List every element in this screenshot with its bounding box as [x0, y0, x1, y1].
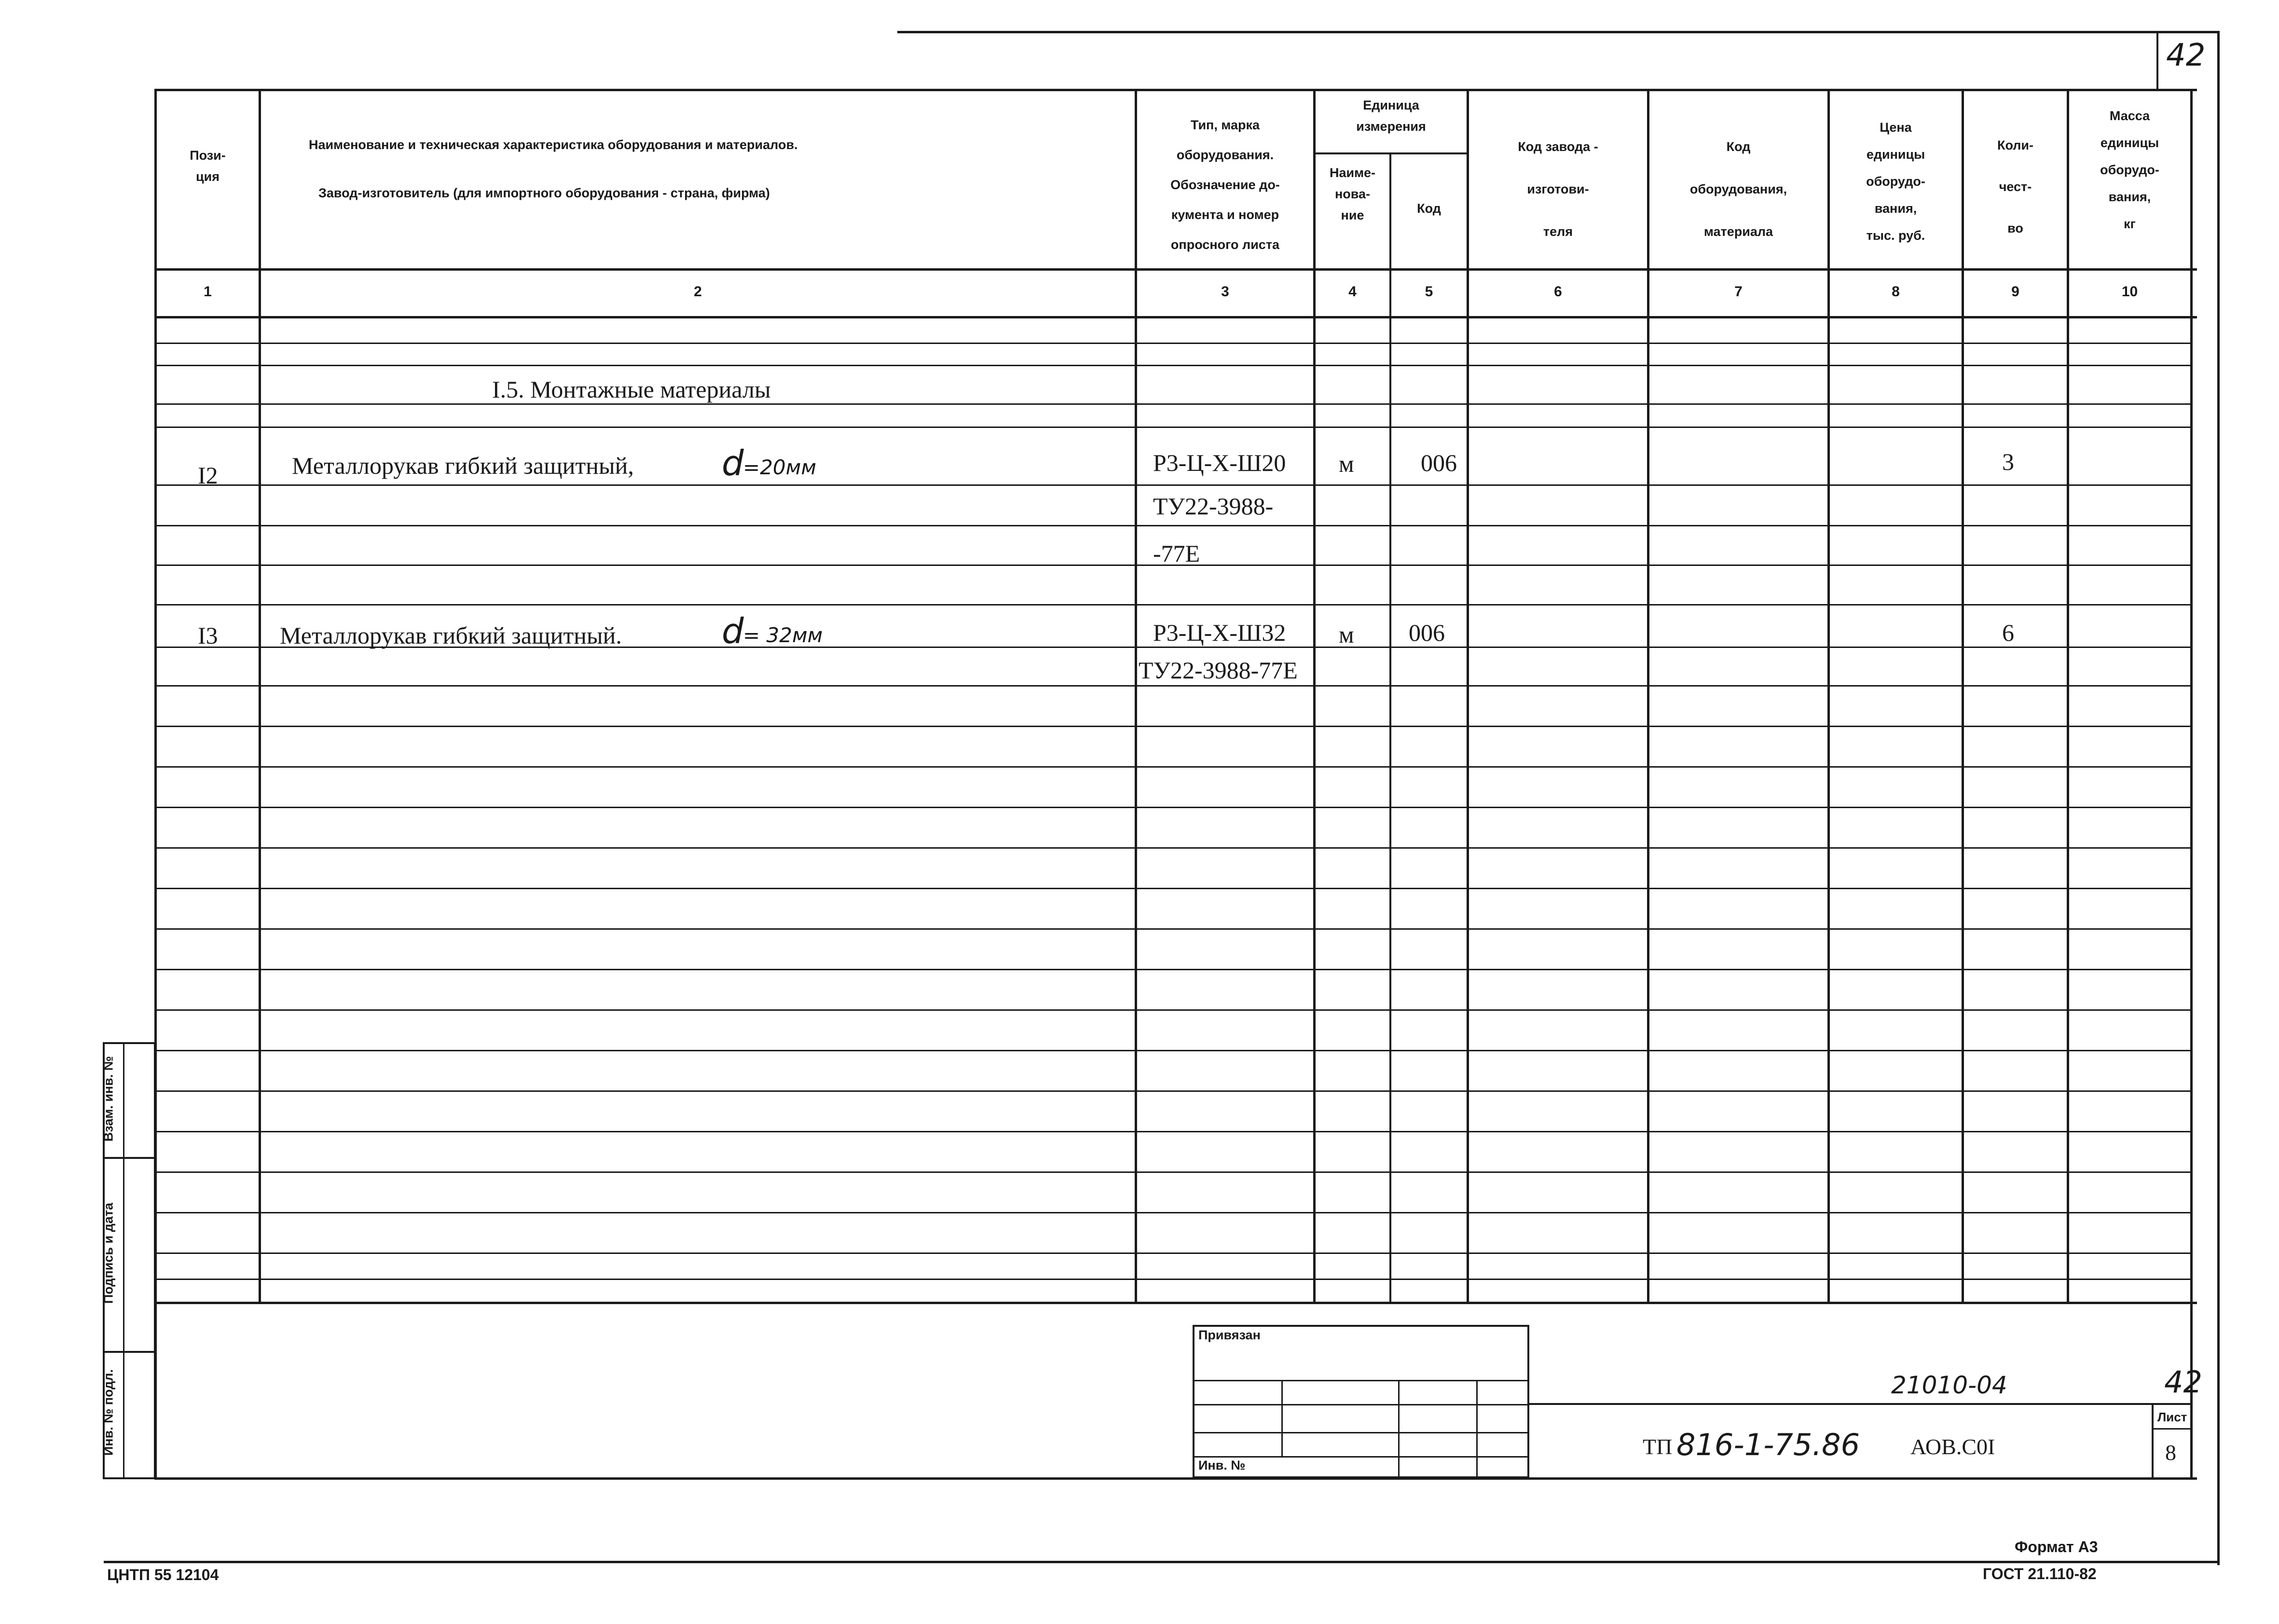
header-unit-group: Единица измерения — [1356, 98, 1426, 134]
row-unit: м — [1339, 621, 1354, 648]
col-line-7 — [1827, 89, 1830, 1304]
table-row-rule — [157, 1279, 2190, 1280]
row-quantity: 3 — [2002, 448, 2014, 475]
table-row-rule — [157, 1090, 2190, 1092]
col-line-8 — [1962, 89, 1964, 1304]
stamp-privyazan-label: Привязан — [1198, 1328, 1261, 1342]
stamp-inv-label: Инв. № — [1198, 1458, 1246, 1473]
table-top-line — [154, 89, 2197, 91]
stamp-sheet-label: Лист — [2157, 1410, 2187, 1424]
stamp-line — [1193, 1456, 1529, 1458]
row-unit-code: 006 — [1421, 449, 1457, 476]
row-d-value: =20мм — [743, 455, 817, 479]
table-row-rule — [157, 525, 2190, 526]
column-number: 4 — [1348, 284, 1357, 300]
table-row-rule — [157, 1212, 2190, 1213]
stamp-vline — [1476, 1380, 1478, 1478]
header-name-line2: Завод-изготовитель (для импортного оборудования - страна, фирма) — [318, 186, 770, 200]
side-box-inner — [123, 1042, 124, 1479]
column-number: 3 — [1221, 284, 1229, 300]
table-row-rule — [157, 343, 2190, 344]
stamp-sheet-box-left — [2152, 1404, 2154, 1477]
table-row-rule — [157, 766, 2190, 768]
footer-left-code: ЦНТП 55 12104 — [107, 1566, 219, 1583]
header-factory-code: Код завода - изготови- теля — [1518, 139, 1598, 239]
column-number: 5 — [1425, 284, 1433, 300]
table-row-rule — [157, 1171, 2190, 1173]
col-line-2 — [1135, 89, 1137, 1304]
row-d-symbol: d — [722, 611, 744, 651]
footer-format: Формат А3 — [2015, 1538, 2098, 1555]
page-box-left — [2156, 31, 2158, 89]
column-number: 7 — [1734, 284, 1743, 300]
side-label-inv: Инв. № подл. — [101, 1369, 116, 1456]
table-row-rule — [157, 1009, 2190, 1011]
column-number: 1 — [204, 284, 212, 300]
row-type-line: -77Е — [1153, 540, 1200, 567]
table-row-rule — [157, 847, 2190, 849]
stamp-sheet-total: 42 — [2164, 1364, 2202, 1400]
column-number: 10 — [2121, 284, 2138, 300]
table-row-rule — [157, 928, 2190, 930]
table-row-rule — [157, 427, 2190, 428]
row-name: Металлорукав гибкий защитный. — [280, 622, 622, 649]
table-row-rule — [157, 888, 2190, 889]
row-position: I3 — [198, 622, 218, 649]
header-unit-name: Наиме- нова- ние — [1329, 165, 1376, 222]
stamp-sheet-divider — [2152, 1428, 2190, 1430]
stamp-line — [1193, 1404, 1529, 1405]
col-line-5 — [1467, 89, 1469, 1304]
row-unit-code: 006 — [1409, 619, 1445, 646]
row-d-value: = 32мм — [743, 623, 823, 647]
stamp-vline — [1281, 1380, 1283, 1456]
header-mass: Масса единицы оборудо- вания, кг — [2100, 109, 2159, 231]
column-number: 6 — [1554, 284, 1562, 300]
table-row-rule — [157, 604, 2190, 606]
stamp-line — [1193, 1432, 1529, 1433]
row-unit: м — [1339, 450, 1354, 477]
header-unit-code: Код — [1417, 201, 1441, 216]
footer-gost: ГОСТ 21.110-82 — [1983, 1565, 2097, 1583]
table-row-rule — [157, 685, 2190, 687]
table-row-rule — [157, 726, 2190, 727]
stamp-doc-number: 21010-04 — [1891, 1371, 2007, 1399]
column-number: 2 — [694, 284, 702, 300]
row-position: I2 — [198, 462, 218, 489]
header-position: Пози- ция — [190, 148, 226, 184]
header-type: Тип, марка оборудования. Обозначение до- кумента и номер опросного листа — [1170, 118, 1280, 252]
table-row-rule — [157, 484, 2190, 486]
header-equipment-code: Код оборудования, материала — [1689, 139, 1787, 239]
column-number: 8 — [1892, 284, 1900, 300]
table-row-rule — [157, 1131, 2190, 1132]
table-row-rule — [157, 1050, 2190, 1051]
side-label-podpis: Подпись и дата — [101, 1202, 116, 1304]
stamp-vline — [1398, 1380, 1400, 1478]
table-numrow-bottom — [154, 316, 2197, 318]
stamp-privyazan-box — [1193, 1325, 1529, 1478]
frame-top-line — [897, 31, 2219, 33]
stamp-title-divider — [1529, 1403, 2190, 1405]
row-name: Металлорукав гибкий защитный, — [292, 452, 634, 479]
col-line-6 — [1647, 89, 1649, 1304]
side-label-vzam: Взам. инв. № — [101, 1056, 116, 1142]
row-type-line: Р3-Ц-Х-Ш32 — [1153, 619, 1286, 646]
column-number: 9 — [2011, 284, 2019, 300]
stamp-line — [1193, 1380, 1529, 1381]
stamp-sheet-code: АОВ.С0I — [1910, 1434, 1995, 1459]
unit-group-divider — [1313, 152, 1467, 154]
row-type-line: ТУ22-3988- — [1153, 493, 1274, 520]
row-d-symbol: d — [722, 443, 744, 483]
frame-bottom-line — [104, 1561, 2219, 1563]
table-row-rule — [157, 969, 2190, 970]
table-row-rule — [157, 1252, 2190, 1254]
row-type-line: ТУ22-3988-77Е — [1139, 657, 1298, 684]
col-line-10 — [2190, 89, 2193, 1480]
table-stamp-bottom — [157, 1477, 2197, 1480]
header-price: Цена единицы оборудо- вания, тыс. руб. — [1866, 120, 1925, 243]
stamp-tp-code: 816-1-75.86 — [1676, 1427, 1860, 1462]
table-header-bottom — [154, 268, 2197, 271]
stamp-tp-prefix: ТП — [1643, 1434, 1673, 1459]
page-number-top: 42 — [2166, 38, 2206, 73]
col-line-3 — [1313, 89, 1316, 1304]
col-line-9 — [2067, 89, 2069, 1304]
table-body-bottom — [154, 1302, 2197, 1304]
section-title: I.5. Монтажные материалы — [492, 376, 771, 403]
col-line-1 — [259, 89, 261, 1304]
row-type-line: Р3-Ц-Х-Ш20 — [1153, 449, 1286, 476]
table-row-rule — [157, 365, 2190, 366]
table-row-rule — [157, 403, 2190, 405]
header-name-line1: Наименование и техническая характеристика оборудования и материалов. — [309, 138, 798, 152]
row-quantity: 6 — [2002, 619, 2014, 646]
frame-right-line — [2217, 31, 2220, 1565]
table-row-rule — [157, 807, 2190, 808]
stamp-sheet-number: 8 — [2165, 1440, 2176, 1465]
header-quantity: Коли- чест- во — [1997, 138, 2034, 235]
